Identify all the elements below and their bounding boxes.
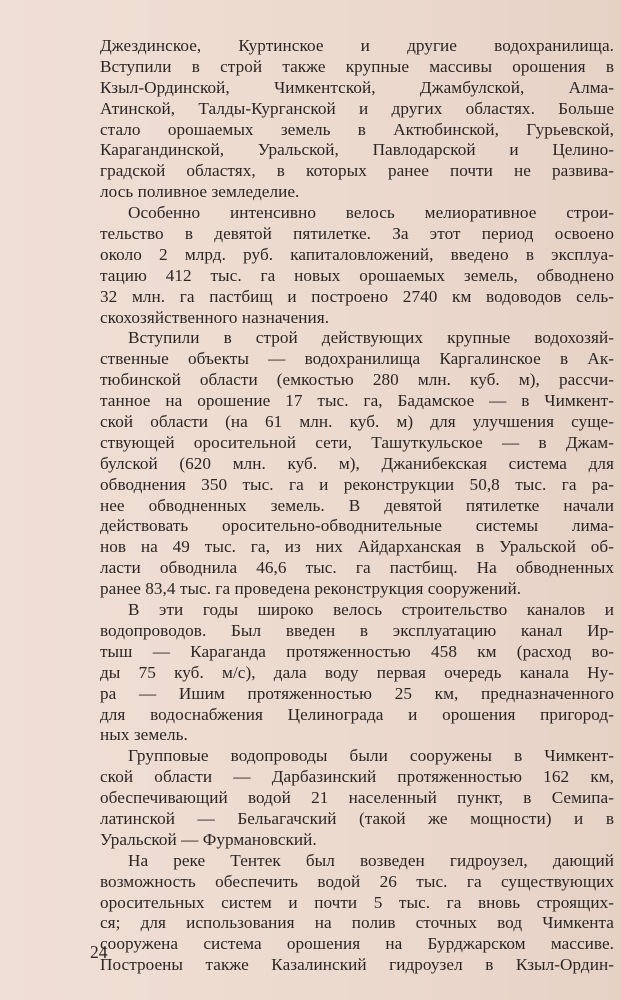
text-line-4: Атинской, Талды-Курганской и других областях. Больше <box>100 98 614 118</box>
text-line-40: На реке Тентек был возведен гидроузел, дающий <box>128 850 614 870</box>
text-line-20: ствующей оросительной сети, Ташуткульское — в Джам- <box>100 432 614 452</box>
text-line-37: обеспечивающий водой 21 населенный пункт, в Семипа- <box>100 788 614 808</box>
text-line-43: ся; для использования на полив сточных вод Чимкента <box>100 913 614 933</box>
text-line-19: ской области (на 61 млн. куб. м) для улучшения суще- <box>100 412 614 432</box>
text-line-35: Групповые водопроводы были сооружены в Чимкент- <box>128 746 614 766</box>
text-line-29: водопроводов. Был введен в эксплуатацию канал Ир- <box>100 620 614 640</box>
text-line-24: действовать оросительно-обводнительные системы лима- <box>100 516 614 536</box>
text-line-9: Особенно интенсивно велось мелиоративное строи- <box>128 203 614 223</box>
text-line-5: стало орошаемых земель в Актюбинской, Гурьевской, <box>100 119 614 139</box>
text-line-6: Карагандинской, Уральской, Павлодарской и Целино- <box>100 140 614 160</box>
text-line-32: ра — Ишим протяженностью 25 км, предназначенного <box>100 683 614 703</box>
text-line-10: тельство в девятой пятилетке. За этот период освоено <box>100 224 614 244</box>
text-line-21: булской (620 млн. куб. м), Джанибекская система для <box>100 453 614 473</box>
text-line-31: ды 75 куб. м/с), дала воду первая очередь канала Ну- <box>100 662 614 682</box>
text-line-41: возможность обеспечить водой 26 тыс. га существующих <box>100 871 614 891</box>
text-line-33: для водоснабжения Целинограда и орошения пригород- <box>100 704 614 724</box>
text-line-36: ской области — Дарбазинский протяженностью 162 км, <box>100 767 614 787</box>
page-number: 24 <box>90 942 108 962</box>
text-line-34: ных земель. <box>100 725 188 745</box>
text-line-38: латинской — Бельагачский (такой же мощности) и в <box>100 808 614 828</box>
text-line-28: В эти годы широко велось строительство каналов и <box>128 600 614 620</box>
text-line-25: нов на 49 тыс. га, из них Айдарханская в Уральской об- <box>100 537 614 557</box>
text-line-8: лось поливное земледелие. <box>100 182 300 202</box>
text-line-30: тыш — Караганда протяженностью 458 км (расход во- <box>100 641 614 661</box>
text-line-12: тацию 412 тыс. га новых орошаемых земель, обводнено <box>100 265 614 285</box>
text-line-44: сооружена система орошения на Бурджарском массиве. <box>100 934 614 954</box>
text-line-3: Кзыл-Ординской, Чимкентской, Джамбулской, Алма- <box>100 77 614 97</box>
text-line-11: около 2 млрд. руб. капиталовложений, введено в эксплуа- <box>100 244 614 264</box>
text-line-17: тюбинской области (емкостью 280 млн. куб. м), рассчи- <box>100 370 614 390</box>
page-body-text <box>100 36 614 976</box>
text-line-23: нее обводненных земель. В девятой пятилетке начали <box>100 495 614 515</box>
text-line-42: оросительных систем и почти 5 тыс. га вновь строящих- <box>100 892 614 912</box>
text-line-26: ласти обводнила 46,6 тыс. га пастбищ. На обводненных <box>100 558 614 578</box>
text-line-18: танное на орошение 17 тыс. га, Бадамское — в Чимкент- <box>100 391 614 411</box>
text-line-2: Вступили в строй также крупные массивы орошения в <box>100 56 614 76</box>
text-line-15: Вступили в строй действующих крупные водохозяй- <box>128 328 614 348</box>
text-line-13: 32 млн. га пастбищ и построено 2740 км водоводов сель- <box>100 286 614 306</box>
text-line-45: Построены также Казалинский гидроузел в Кзыл-Ордин- <box>100 955 614 975</box>
text-line-1: Джездинское, Куртинское и другие водохранилища. <box>100 36 614 55</box>
text-line-7: градской областях, в которых ранее почти не развива- <box>100 161 614 181</box>
text-line-27: ранее 83,4 тыс. га проведена реконструкция сооружений. <box>100 579 522 599</box>
text-line-16: ственные объекты — водохранилища Каргалинское в Ак- <box>100 349 614 369</box>
text-line-14: скохозяйственного назначения. <box>100 307 330 327</box>
text-line-22: обводнения 350 тыс. га и реконструкции 50,8 тыс. га ра- <box>100 474 614 494</box>
text-line-39: Уральской — Фурмановский. <box>100 829 317 849</box>
